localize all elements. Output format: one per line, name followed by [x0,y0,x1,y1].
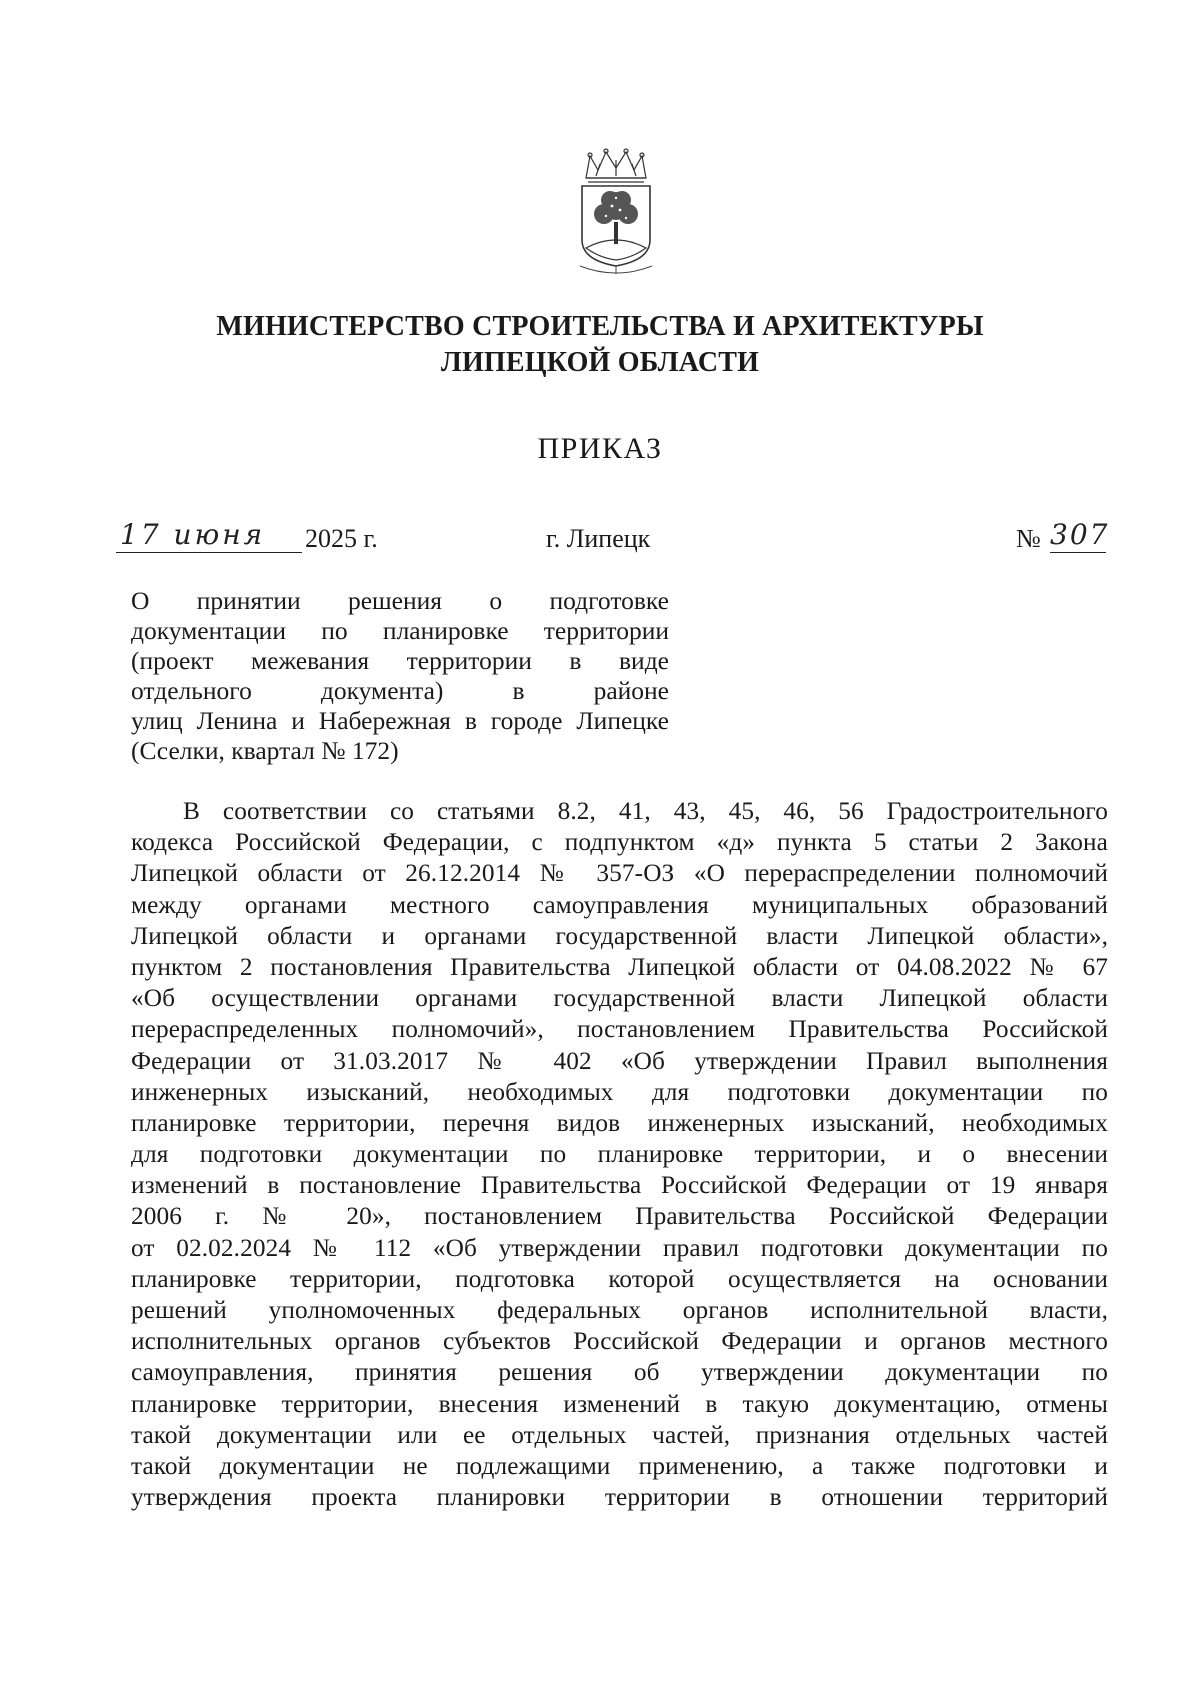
body-line: исполнительных органов субъектов Российской Федерации и органов местного [131,1327,1108,1356]
body-line: планировке территории, внесения изменений в такую документацию, отмены [131,1389,1108,1418]
body-line: кодекса Российской Федерации, с подпунктом «д» пункта 5 статьи 2 Закона [131,828,1108,857]
body-line: утверждения проекта планировки территории в отношении территорий [131,1483,1108,1512]
body-line: пунктом 2 постановления Правительства Липецкой области от 04.08.2022 № 67 [131,952,1108,981]
subject-line: отдельного документа) в районе [131,676,669,705]
body-line: Липецкой области и органами государственной власти Липецкой области», [131,921,1108,950]
handwritten-order-number: 307 [1050,518,1110,551]
body-line: такой документации не подлежащими применению, а также подготовки и [131,1451,1108,1480]
lipetsk-coat-of-arms-icon [572,148,660,276]
subject-line: (проект межевания территории в виде [131,646,669,675]
subject-line: (Сселки, квартал № 172) [131,736,399,765]
body-line: Липецкой области от 26.12.2014 № 357-ОЗ «О перераспределении полномочий [131,859,1108,888]
body-line: изменений в постановление Правительства Российской Федерации от 19 января [131,1171,1108,1200]
order-body-paragraph [131,796,1108,1513]
body-line: решений уполномоченных федеральных органов исполнительной власти, [131,1296,1108,1324]
body-line: для подготовки документации по планировке территории, и о внесении [131,1140,1108,1169]
body-line: В соответствии со статьями 8.2, 41, 43, 45, 46, 56 Градостроительного [183,797,1108,825]
body-line: перераспределенных полномочий», постановлением Правительства Российской [131,1015,1108,1044]
subject-line: О принятии решения о подготовке [131,586,669,615]
body-line: 2006 г. № 20», постановлением Правительства Российской Федерации [131,1202,1108,1231]
date-year: 2025 г. [305,524,378,553]
order-subject [131,586,669,766]
body-line: планировке территории, перечня видов инженерных изысканий, необходимых [131,1108,1108,1137]
handwritten-date: 17 июня [116,518,302,553]
ministry-name-line1: МИНИСТЕРСТВО СТРОИТЕЛЬСТВА И АРХИТЕКТУРЫ [216,311,984,342]
order-number-label: № [1016,524,1041,553]
document-type-title: ПРИКАЗ [537,432,663,465]
city-name: г. Липецк [546,524,651,553]
body-line: планировке территории, подготовка которой осуществляется на основании [131,1264,1108,1293]
body-line: «Об осуществлении органами государственной власти Липецкой области [131,984,1108,1013]
body-line: между органами местного самоуправления муниципальных образований [131,890,1108,919]
body-line: такой документации или ее отдельных частей, признания отдельных частей [131,1420,1108,1449]
ministry-name-line2: ЛИПЕЦКОЙ ОБЛАСТИ [440,347,760,378]
body-line: инженерных изысканий, необходимых для подготовки документации по [131,1077,1108,1106]
body-line: от 02.02.2024 № 112 «Об утверждении правил подготовки документации по [131,1233,1108,1262]
body-line: самоуправления, принятия решения об утверждении документации по [131,1358,1108,1387]
subject-line: улиц Ленина и Набережная в городе Липецке [131,706,669,735]
body-line: Федерации от 31.03.2017 № 402 «Об утверждении Правил выполнения [131,1046,1108,1075]
subject-line: документации по планировке территории [131,616,669,645]
